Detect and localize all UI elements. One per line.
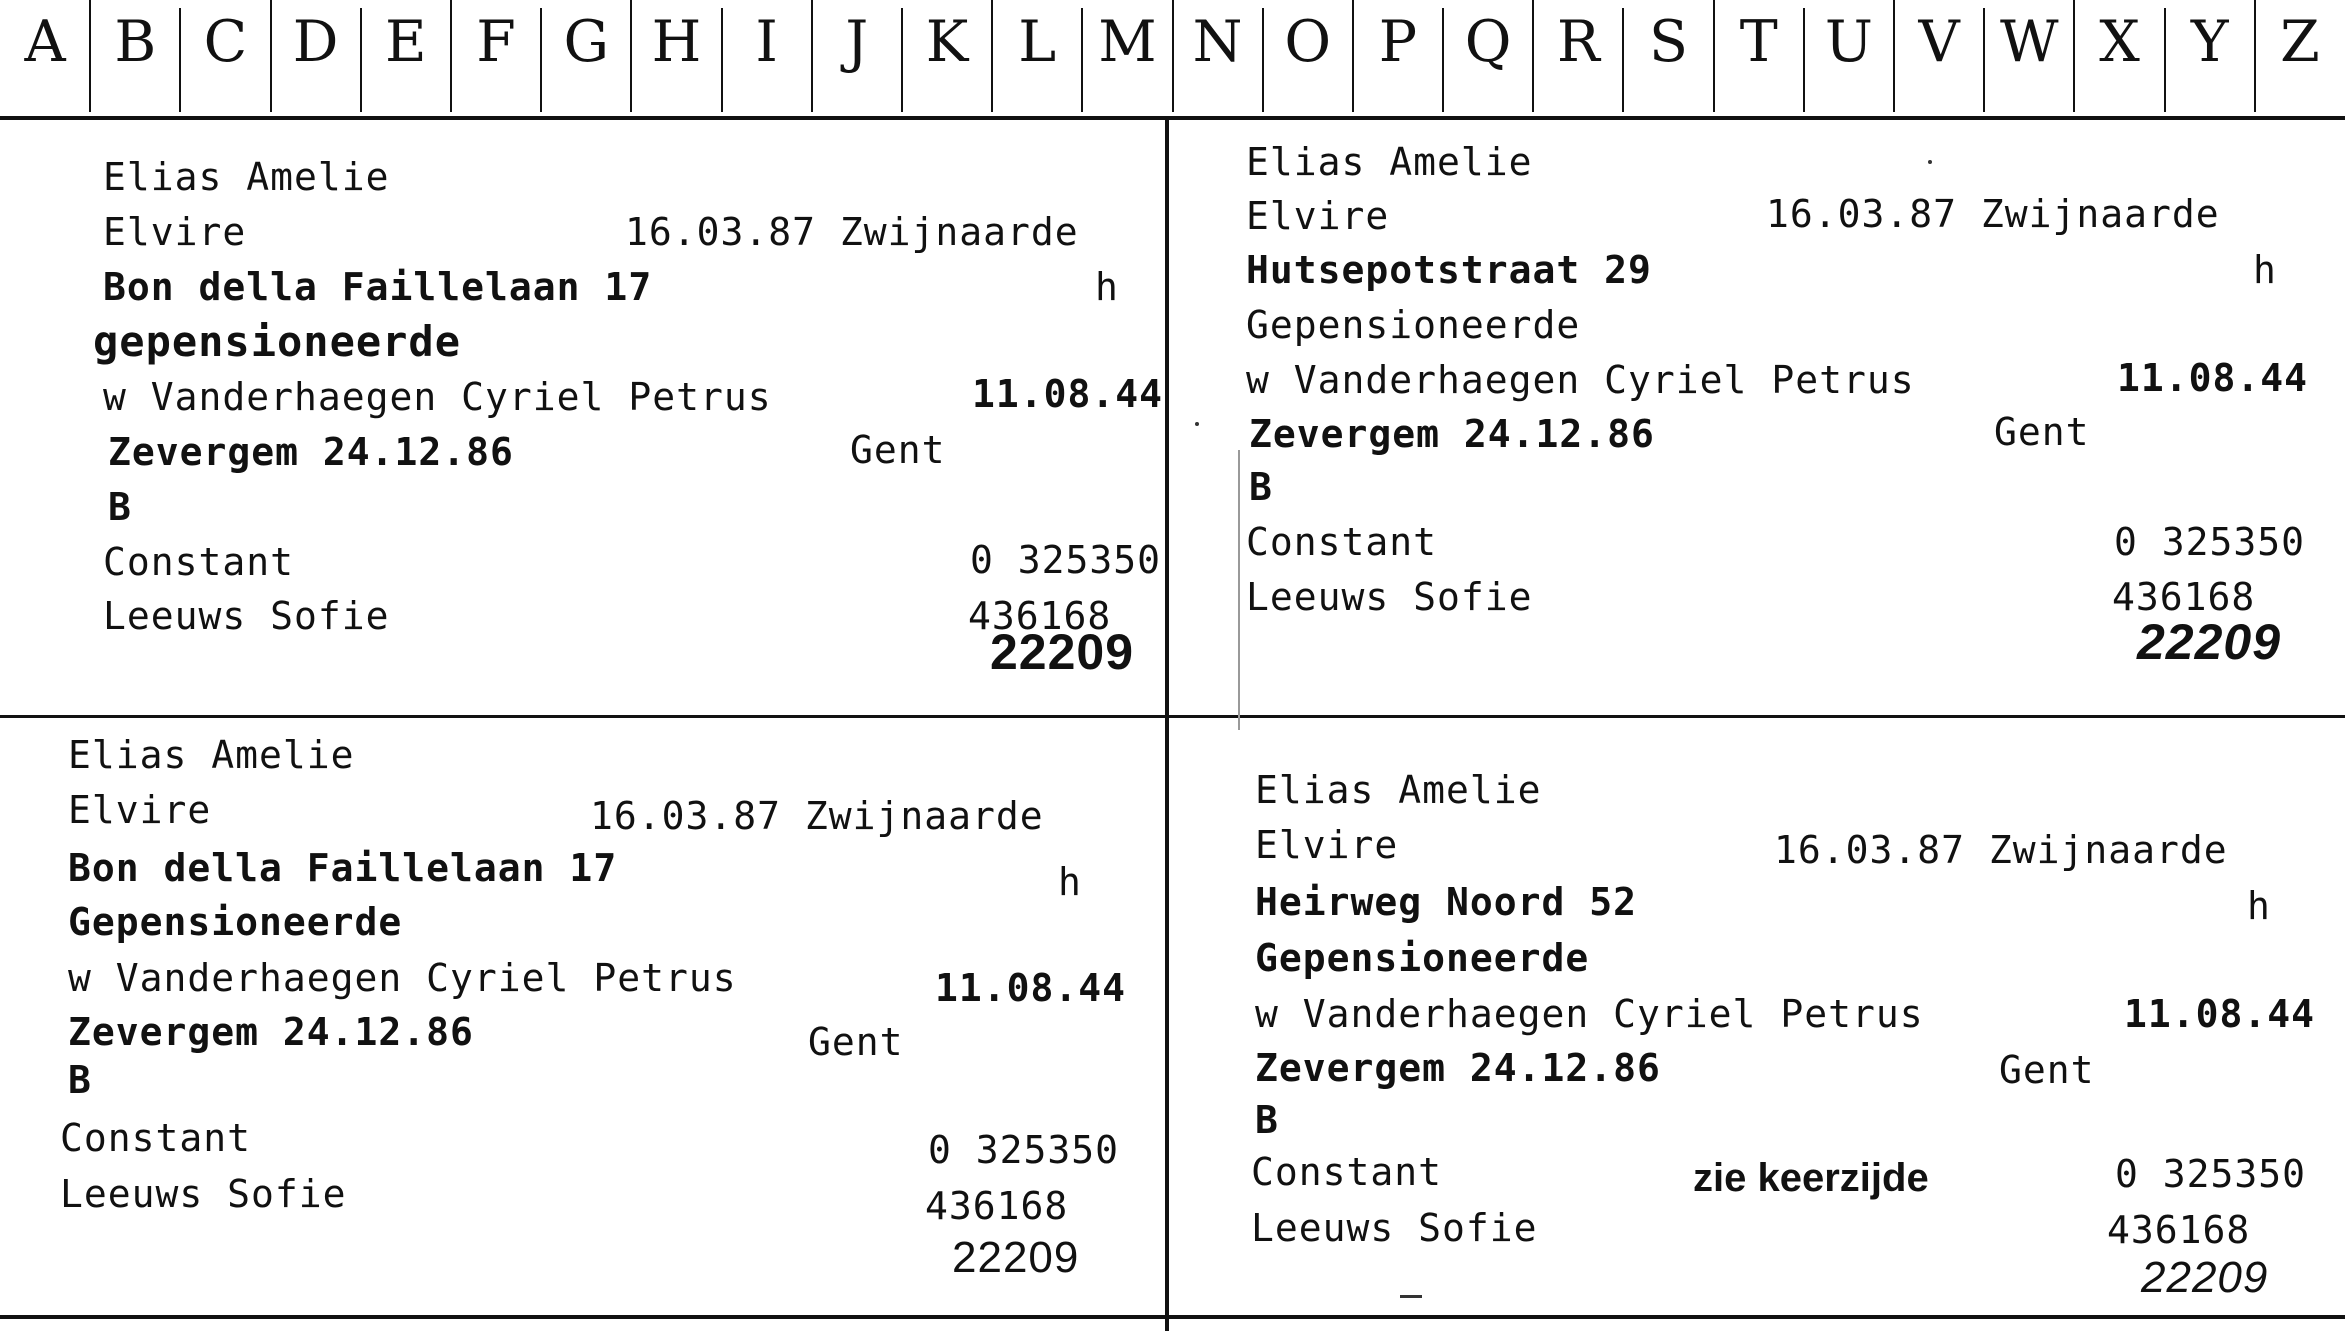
alphabet-separator [1622,8,1624,112]
alphabet-separator [360,8,362,112]
alphabet-letter-n: N [1192,9,1243,75]
birth-date-place: 16.03.87 Zwijnaarde [625,210,1079,254]
father-name: Constant [1246,520,1438,564]
number-1: 0 325350 [928,1128,1120,1172]
alphabet-letter-u: U [1824,9,1873,75]
number-2: 436168 [925,1184,1069,1228]
father-name: Constant [60,1116,252,1160]
scan-speck [1400,1295,1422,1298]
alphabet-separator [1532,0,1534,112]
alphabet-separator [1262,8,1264,112]
card-number: 22209 [2137,614,2282,670]
address: Hutsepotstraat 29 [1246,248,1652,292]
alphabet-letter-e: E [385,9,427,75]
death-place-date: Zevergem 24.12.86 [68,1010,474,1054]
code-b: B [1255,1098,1279,1142]
alphabet-separator [901,8,903,112]
alphabet-separator [89,0,91,112]
alphabet-separator [2073,0,2075,112]
index-card-bottom-right [1169,718,2345,1315]
spouse-date: 11.08.44 [972,372,1164,416]
name-line: Elias Amelie [68,733,355,777]
given-name: Elvire [1246,194,1390,238]
alphabet-letter-h: H [651,9,702,75]
alphabet-separator [1983,8,1985,112]
number-1: 0 325350 [2114,520,2306,564]
alphabet-letter-k: K [925,9,969,75]
mother-name: Leeuws Sofie [103,594,390,638]
alphabet-letter-b: B [114,9,157,75]
spouse-line: w Vanderhaegen Cyriel Petrus [103,375,772,419]
alphabet-letter-m: M [1098,9,1157,75]
index-card-bottom-left [0,718,1165,1315]
see-reverse-stamp: zie keerzijde [1693,1156,1929,1200]
alphabet-letter-w: W [2000,9,2059,75]
given-name: Elvire [1255,823,1399,867]
index-card-top-right [1169,120,2345,715]
birth-date-place: 16.03.87 Zwijnaarde [590,794,1044,838]
birth-date-place: 16.03.87 Zwijnaarde [1766,192,2220,236]
occupation: Gepensioneerde [1246,303,1581,347]
alphabet-letter-g: G [563,9,609,75]
alphabet-letter-d: D [292,9,339,75]
spouse-date: 11.08.44 [2117,356,2309,400]
alphabet-separator [811,0,813,112]
death-place-date: Zevergem 24.12.86 [1249,412,1655,456]
spouse-date: 11.08.44 [2124,992,2316,1036]
mother-name: Leeuws Sofie [1246,575,1533,619]
alphabet-separator [1352,0,1354,112]
number-2: 436168 [968,594,1112,638]
alphabet-separator [1803,8,1805,112]
spouse-line: w Vanderhaegen Cyriel Petrus [1246,358,1915,402]
card-number: 22209 [952,1233,1080,1282]
death-city: Gent [808,1020,904,1064]
alphabet-separator [1893,0,1895,112]
alphabet-separator [1713,0,1715,112]
mother-name: Leeuws Sofie [60,1172,347,1216]
alphabet-separator [450,0,452,112]
alphabet-separator [2254,0,2256,112]
alphabet-letter-f: F [476,9,516,75]
alphabet-letter-v: V [1918,9,1960,75]
occupation: Gepensioneerde [1255,936,1590,980]
bottom-rule [0,1315,2345,1319]
alphabet-separator [1442,8,1444,112]
alphabet-letter-j: J [845,9,869,75]
number-1: 0 325350 [2115,1152,2307,1196]
father-name: Constant [103,540,295,584]
mother-name: Leeuws Sofie [1251,1206,1538,1250]
alphabet-separator [2164,8,2166,112]
alphabet-separator [1081,8,1083,112]
father-name: Constant [1251,1150,1443,1194]
alphabet-separator [721,8,723,112]
occupation: gepensioneerde [93,317,462,366]
number-2: 436168 [2112,575,2256,619]
marker-h: h [2247,884,2271,928]
alphabet-letter-o: O [1284,9,1332,75]
name-line: Elias Amelie [1255,768,1542,812]
alphabet-letter-t: T [1739,9,1778,75]
alphabet-letter-x: X [2099,9,2140,75]
alphabet-letter-a: A [24,9,66,75]
alphabet-letter-l: L [1018,9,1057,75]
number-1: 0 325350 [970,538,1162,582]
name-line: Elias Amelie [1246,140,1533,184]
spouse-line: w Vanderhaegen Cyriel Petrus [1255,992,1924,1036]
code-b: B [108,485,132,529]
alphabet-letter-i: I [755,9,778,75]
alphabet-letter-c: C [203,9,248,75]
card-number: 22209 [2141,1253,2269,1302]
occupation: Gepensioneerde [68,900,403,944]
birth-date-place: 16.03.87 Zwijnaarde [1774,828,2228,872]
scan-speck [1238,450,1240,730]
spouse-line: w Vanderhaegen Cyriel Petrus [68,956,737,1000]
marker-h: h [1058,860,1082,904]
death-place-date: Zevergem 24.12.86 [1255,1046,1661,1090]
alphabet-index-strip [0,0,2345,115]
alphabet-letter-s: S [1649,9,1689,75]
alphabet-separator [270,0,272,112]
given-name: Elvire [68,788,212,832]
alphabet-separator [540,8,542,112]
alphabet-separator [1172,0,1174,112]
alphabet-letter-q: Q [1464,9,1512,75]
death-city: Gent [850,428,946,472]
marker-h: h [1095,265,1119,309]
alphabet-separator [179,8,181,112]
death-city: Gent [1999,1048,2095,1092]
marker-h: h [2253,248,2277,292]
address: Bon della Faillelaan 17 [103,265,653,309]
code-b: B [68,1058,92,1102]
scan-speck [1195,422,1199,426]
name-line: Elias Amelie [103,155,390,199]
given-name: Elvire [103,210,247,254]
scan-speck [1928,160,1932,164]
spouse-date: 11.08.44 [935,966,1127,1010]
card-number: 22209 [990,624,1135,680]
alphabet-letter-r: R [1556,9,1600,75]
death-place-date: Zevergem 24.12.86 [108,430,514,474]
alphabet-separator [991,0,993,112]
death-city: Gent [1994,410,2090,454]
alphabet-separator [630,0,632,112]
number-2: 436168 [2107,1208,2251,1252]
code-b: B [1249,465,1273,509]
index-card-top-left [0,120,1165,715]
address: Bon della Faillelaan 17 [68,846,618,890]
alphabet-letter-z: Z [2280,9,2320,75]
alphabet-letter-p: P [1378,9,1418,75]
address: Heirweg Noord 52 [1255,880,1638,924]
alphabet-letter-y: Y [2190,9,2229,75]
